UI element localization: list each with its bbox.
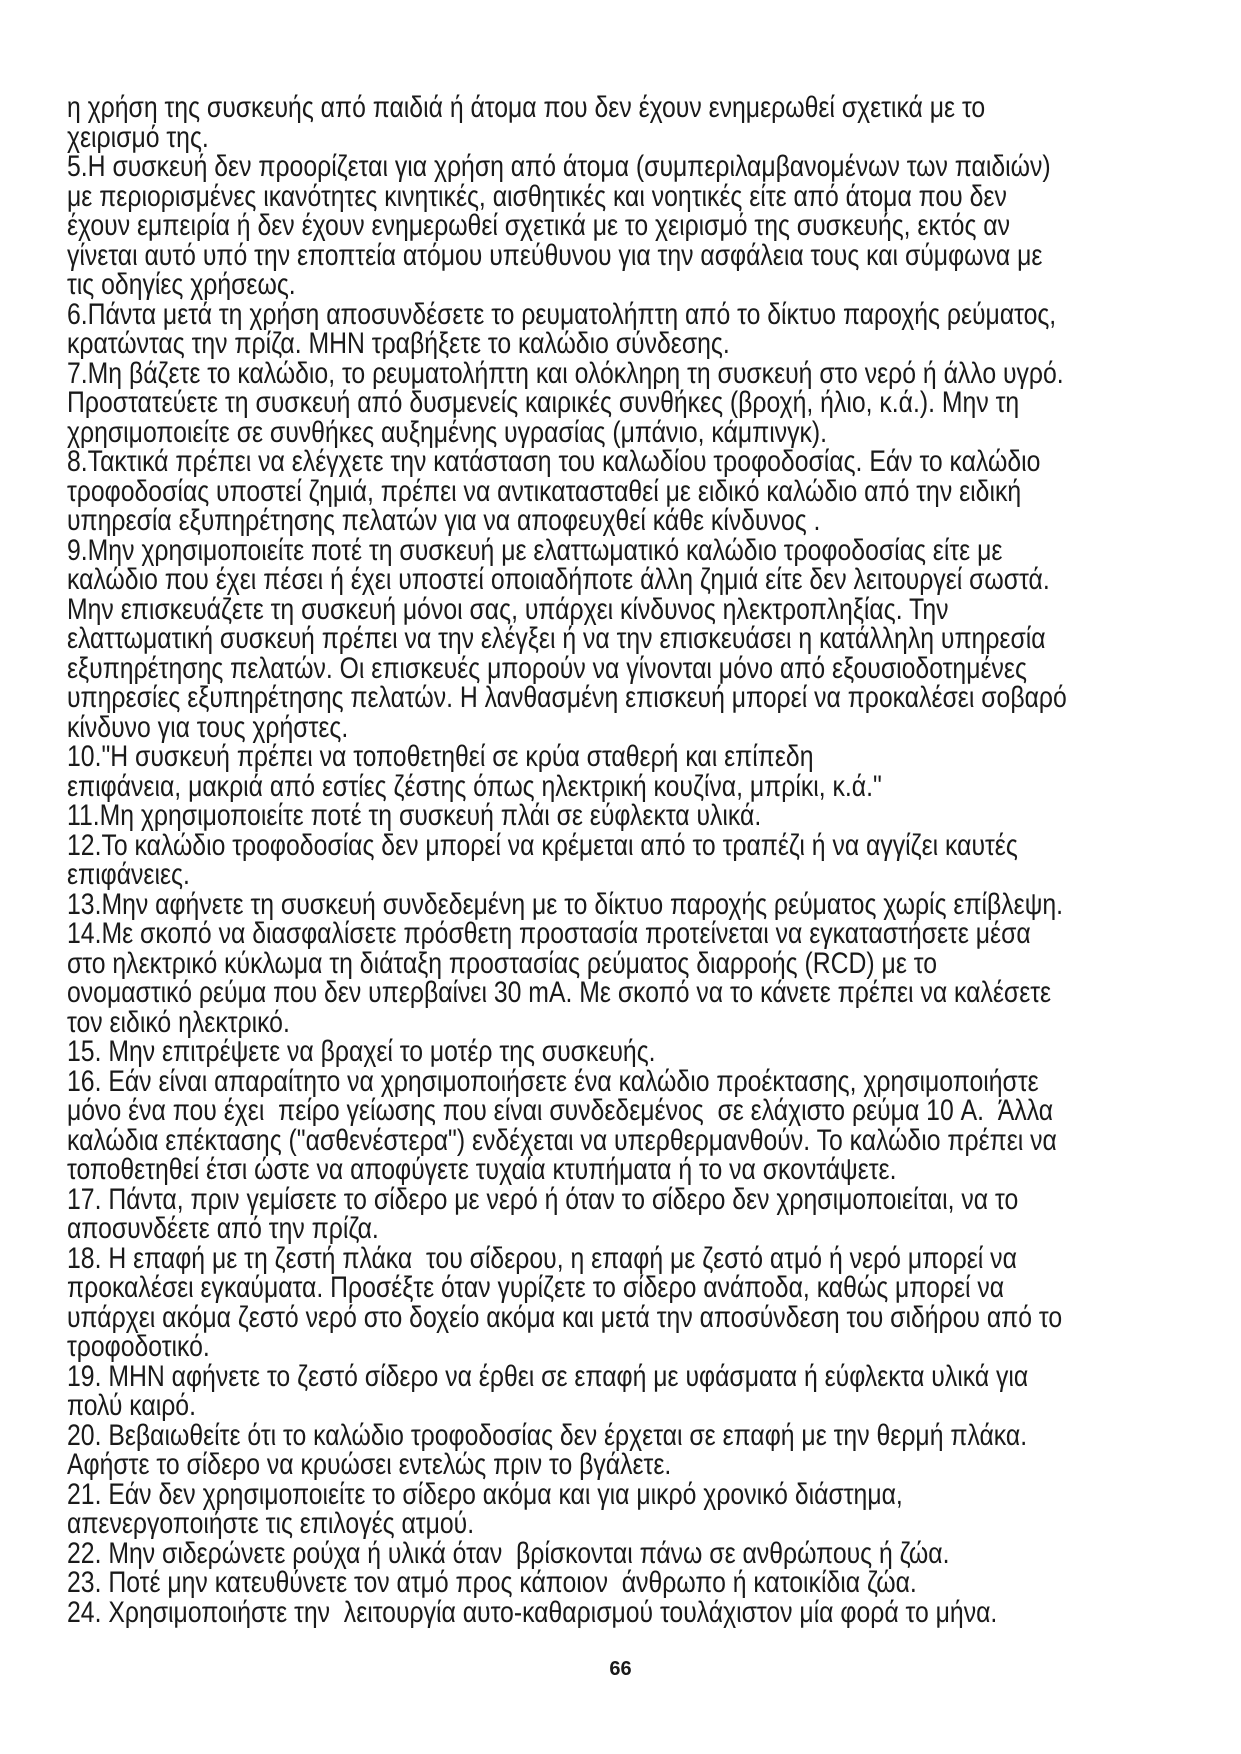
paragraph-item-8: 8.Τακτικά πρέπει να ελέγχετε την κατάσταση του καλωδίου τροφοδοσίας. Εάν το καλώδιο τροφοδοσίας υποστεί ζημιά, πρέπει να αντικατασταθεί με ειδικό καλώδιο από την ειδική υπηρεσία εξυπηρέτησης πελατών για να αποφευχθεί κάθε κίνδυνος . <box>67 445 1041 537</box>
paragraph-item-9: 9.Μην χρησιμοποιείτε ποτέ τη συσκευή με ελαττωματικό καλώδιο τροφοδοσίας είτε με καλώδιο που έχει πέσει ή έχει υποστεί οποιαδήποτε άλλη ζημιά είτε δεν λειτουργεί σωστά. Μην επισκευάζετε τη συσκευή μόνοι σας, υπάρχει κίνδυνος ηλεκτροπληξίας. Την ελαττωματική συσκευή πρέπει να την ελέγξει ή να την επισκευάσει η κατάλληλη υπηρεσία εξυπηρέτησης πελατών. Οι επισκευές μπορούν να γίνονται μόνο από εξουσιοδοτημένες υπηρεσίες εξυπηρέτησης πελατών. Η λανθασμένη επισκευή μπορεί να προκαλέσει σοβαρό κίνδυνο για τους χρήστες. <box>67 533 1067 744</box>
page-number: 66 <box>609 1658 632 1680</box>
paragraph-item-19: 19. ΜΗΝ αφήνετε το ζεστό σίδερο να έρθει σε επαφή με υφάσματα ή εύφλεκτα υλικά για πολύ καιρό. <box>67 1359 1029 1422</box>
paragraph-item-16: 16. Εάν είναι απαραίτητο να χρησιμοποιήσετε ένα καλώδιο προέκτασης, χρησιμοποιήστε μόνο ένα που έχει πείρο γείωσης που είναι συνδεδεμένος σε ελάχιστο ρεύμα 10 A. Άλλα καλώδια επέκτασης ("ασθενέστερα") ενδέχεται να υπερθερμανθούν. Το καλώδιο πρέπει να τοποθετηθεί έτσι ώστε να αποφύγετε τυχαία κτυπήματα ή το να σκοντάψετε. <box>67 1064 1057 1186</box>
safety-instructions-text <box>67 93 1193 1627</box>
paragraph-item-15: 15. Μην επιτρέψετε να βραχεί το μοτέρ της συσκευής. <box>67 1035 656 1068</box>
paragraph-item-23: 23. Ποτέ μην κατευθύνετε τον ατμό προς κάποιον άνθρωπο ή κατοικίδια ζώα. <box>67 1566 917 1599</box>
paragraph-item-24: 24. Χρησιμοποιήστε την λειτουργία αυτο-καθαρισμού τουλάχιστον μία φορά το μήνα. <box>67 1595 998 1629</box>
paragraph-item-7: 7.Μη βάζετε το καλώδιο, το ρευματολήπτη και ολόκληρη τη συσκευή στο νερό ή άλλο υγρό. Προστατεύετε τη συσκευή από δυσμενείς καιρικές συνθήκες (βροχή, ήλιο, κ.ά.). Μην τη χρησιμοποιείτε σε συνθήκες αυξημένης υγρασίας (μπάνιο, κάμπινγκ). <box>67 356 1064 449</box>
paragraph-item-12: 12.Το καλώδιο τροφοδοσίας δεν μπορεί να κρέμεται από το τραπέζι ή να αγγίζει καυτές επιφάνειες. <box>67 828 1018 891</box>
paragraph-item-18: 18. Η επαφή με τη ζεστή πλάκα του σίδερου, η επαφή με ζεστό ατμό ή νερό μπορεί να προκαλέσει εγκαύματα. Προσέξτε όταν γυρίζετε το σίδερο ανάποδα, καθώς μπορεί να υπάρχει ακόμα ζεστό νερό στο δοχείο ακόμα και μετά την αποσύνδεση του σιδήρου από το τροφοδοτικό. <box>67 1241 1063 1363</box>
paragraph-item-22: 22. Μην σιδερώνετε ρούχα ή υλικά όταν βρίσκονται πάνω σε ανθρώπους ή ζώα. <box>67 1536 950 1570</box>
paragraph-item-20: 20. Βεβαιωθείτε ότι το καλώδιο τροφοδοσίας δεν έρχεται σε επαφή με την θερμή πλάκα. Αφήστε το σίδερο να κρυώσει εντελώς πριν το βγάλετε. <box>67 1418 1028 1481</box>
paragraph-item-17: 17. Πάντα, πριν γεμίσετε το σίδερο με νερό ή όταν το σίδερο δεν χρησιμοποιείται, να το αποσυνδέετε από την πρίζα. <box>67 1182 1019 1245</box>
paragraph-item-5: 5.Η συσκευή δεν προορίζεται για χρήση από άτομα (συμπεριλαμβανομένων των παιδιών) με περιορισμένες ικανότητες κινητικές, αισθητικές και νοητικές είτε από άτομα που δεν έχουν εμπειρία ή δεν έχουν ενημερωθεί σχετικά με το χειρισμό της συσκευής, εκτός αν γίνεται αυτό υπό την εποπτεία ατόμου υπεύθυνου για την ασφάλεια τους και σύμφωνα με τις οδηγίες χρήσεως. <box>67 150 1051 301</box>
paragraph-item-6: 6.Πάντα μετά τη χρήση αποσυνδέσετε το ρευματολήπτη από το δίκτυο παροχής ρεύματος, κρατώντας την πρίζα. ΜΗΝ τραβήξετε το καλώδιο σύνδεσης. <box>67 297 1057 360</box>
paragraph-intro-continued: η χρήση της συσκευής από παιδιά ή άτομα που δεν έχουν ενημερωθεί σχετικά με το χειρισμό της. <box>67 91 986 154</box>
paragraph-item-11: 11.Μη χρησιμοποιείτε ποτέ τη συσκευή πλάι σε εύφλεκτα υλικά. <box>67 799 762 832</box>
paragraph-item-21: 21. Εάν δεν χρησιμοποιείτε το σίδερο ακόμα και για μικρό χρονικό διάστημα, απενεργοποιήστε τις επιλογές ατμού. <box>67 1477 903 1540</box>
paragraph-item-10: 10."Η συσκευή πρέπει να τοποθετηθεί σε κρύα σταθερή και επίπεδη επιφάνεια, μακριά από εστίες ζέστης όπως ηλεκτρική κουζίνα, μπρίκι, κ.ά." <box>67 740 882 803</box>
paragraph-item-13: 13.Μην αφήνετε τη συσκευή συνδεδεμένη με το δίκτυο παροχής ρεύματος χωρίς επίβλεψη. <box>67 887 1064 921</box>
paragraph-item-14: 14.Με σκοπό να διασφαλίσετε πρόσθετη προστασία προτείνεται να εγκαταστήσετε μέσα στο ηλεκτρικό κύκλωμα τη διάταξη προστασίας ρεύματος διαρροής (RCD) με το ονομαστικό ρεύμα που δεν υπερβαίνει 30 mA. Με σκοπό να το κάνετε πρέπει να καλέσετε τον ειδικό ηλεκτρικό. <box>67 917 1052 1039</box>
